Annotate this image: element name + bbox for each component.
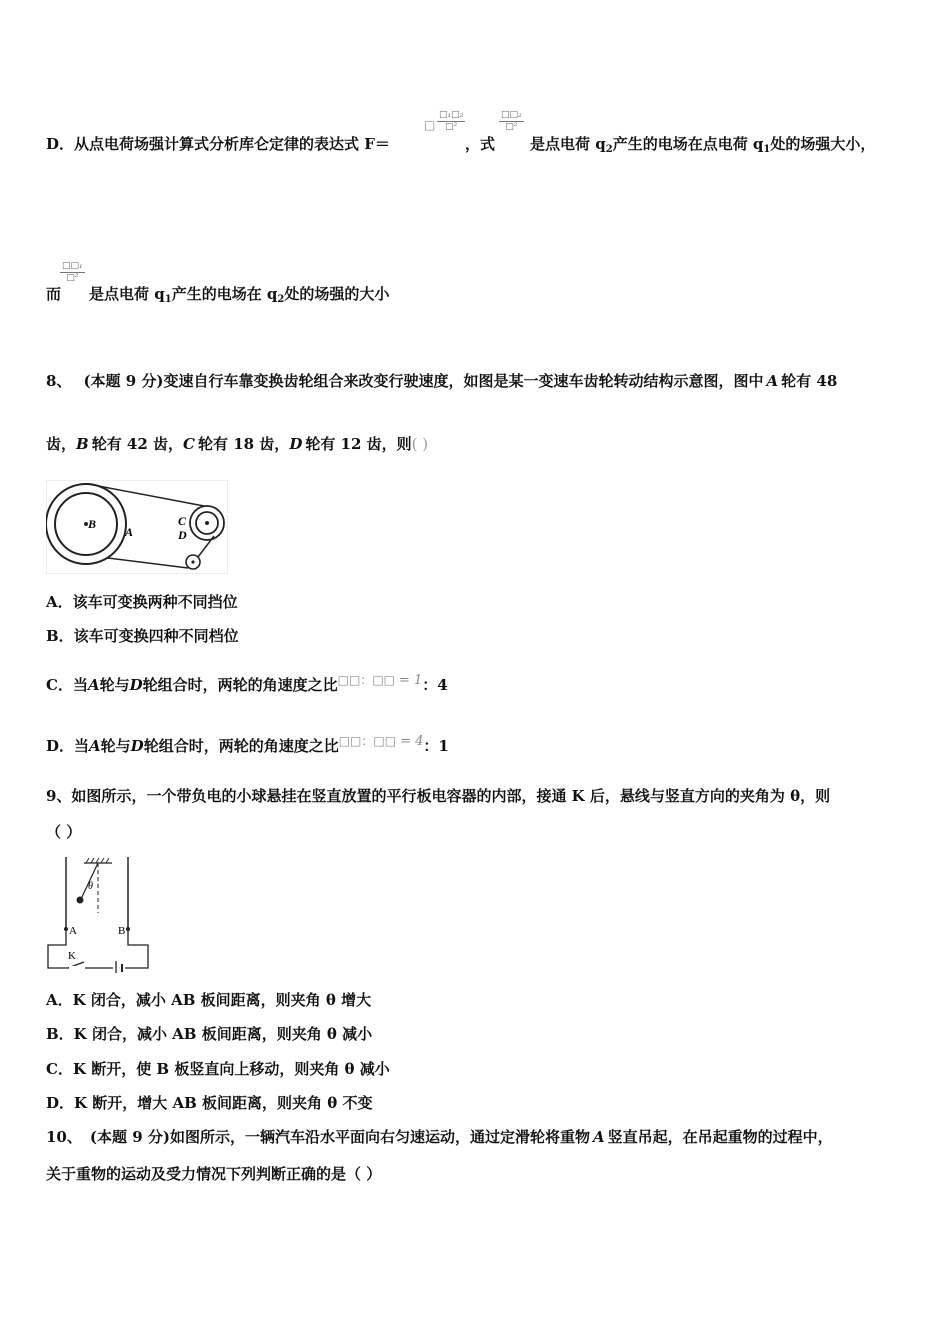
- q7-option-d-line1: [46, 134, 390, 154]
- hatch-5: [106, 858, 109, 863]
- label-k: K: [68, 950, 76, 962]
- q7-line2-sub2: 2: [277, 294, 285, 305]
- q8-text2d: 轮有 12 齿，则: [305, 435, 412, 453]
- q9-option-b: B．K 闭合，减小 AB 板间距离，则夹角 θ 减小: [46, 1025, 373, 1043]
- q7-d-part2: 产生的电场在点电荷 q: [612, 135, 764, 153]
- q7-d-sub1: 1: [763, 144, 771, 155]
- q7-frac1-denominator: □²: [445, 122, 458, 132]
- q8-number: 8、: [46, 372, 72, 390]
- q8-text2a: 齿，: [46, 435, 77, 453]
- q10-number: 10、: [46, 1128, 82, 1146]
- hatch-2: [91, 858, 94, 863]
- q8-d-ratio-left: □□：□□: [338, 734, 397, 748]
- q8-option-a: A．该车可变换两种不同挡位: [46, 593, 238, 611]
- label-b: B: [88, 517, 97, 531]
- switch-gap: [69, 966, 85, 970]
- q8-text2c: 轮有 18 齿，: [197, 435, 290, 453]
- q8-text2b: 轮有 42 齿，: [91, 435, 184, 453]
- q10-text1a: 如图所示，一辆汽车沿水平面向右匀速运动，通过定滑轮将重物: [169, 1128, 590, 1146]
- idler-wheel-center: [191, 560, 194, 563]
- label-a: A: [125, 525, 134, 539]
- q8-option-b: B．该车可变换四种不同档位: [46, 627, 239, 645]
- q9-option-a: A．K 闭合，减小 AB 板间距离，则夹角 θ 增大: [46, 991, 372, 1009]
- q7-frac2-denominator: □²: [505, 122, 518, 132]
- q7-line2-sub1: 1: [164, 294, 172, 305]
- q7-frac1-box: □: [424, 118, 436, 132]
- q8-d-suffix: ：1: [423, 737, 449, 755]
- q7-frac2-numerator: □□₂: [501, 110, 522, 120]
- q8-wheel-d: D: [289, 435, 303, 453]
- q8-score: (本题 9 分): [83, 372, 164, 390]
- q8-d-mid2: 轮组合时，两轮的角速度之比: [143, 737, 339, 755]
- q7-frac3-denominator: □²: [66, 273, 79, 283]
- q8-c-mid1: 轮与: [99, 676, 130, 694]
- q7-frac1-numerator: □₁□₂: [439, 110, 464, 120]
- q8-text1a: 变速自行车靠变换齿轮组合来改变行驶速度，如图是某一变速车齿轮转动结构示意图，图中: [163, 372, 764, 390]
- q9-capacitor-diagram: [44, 853, 154, 973]
- q7-formula-fraction-2: [499, 110, 524, 133]
- q8-text1b: 轮有 48: [781, 372, 838, 390]
- label-theta: θ: [88, 881, 93, 892]
- q8-d-prefix: D．当: [46, 737, 90, 755]
- q7-d-prefix: D．从点电荷场强计算式分析库仑定律的表达式 F＝: [46, 135, 390, 153]
- q8-stem-line2: [46, 434, 428, 454]
- hatch-1: [86, 858, 89, 863]
- q7-frac3-numerator: □□₁: [62, 261, 83, 271]
- label-a: A: [69, 925, 77, 937]
- q7-line2-part1: 是点电荷 q: [89, 285, 165, 303]
- q7-formula-fraction-1: [437, 110, 465, 133]
- q10-weight-a: A: [592, 1128, 605, 1146]
- q8-d-ratio-eq: = 4: [400, 734, 424, 749]
- q7-line2-prefix: 而: [46, 285, 62, 303]
- label-c: C: [178, 514, 187, 528]
- q8-wheel-a: A: [766, 372, 779, 390]
- q8-gear-diagram: [46, 480, 228, 574]
- q7-line2-description: [89, 284, 389, 310]
- circuit-wire: [48, 929, 148, 968]
- label-b: B: [118, 925, 126, 937]
- battery-gap: [113, 961, 125, 973]
- q8-c-ratio-eq: = 1: [399, 673, 423, 688]
- q8-option-c: [46, 675, 448, 697]
- q10-stem-line2: 关于重物的运动及受力情况下列判断正确的是（ ）: [46, 1165, 382, 1183]
- hatch-4: [101, 858, 104, 863]
- label-d: D: [178, 528, 187, 542]
- q8-c-wheel-a: A: [87, 676, 100, 694]
- q9-option-c: C．K 断开，使 B 板竖直向上移动，则夹角 θ 减小: [46, 1060, 390, 1078]
- q8-c-prefix: C．当: [46, 676, 88, 694]
- q8-c-mid2: 轮组合时，两轮的角速度之比: [142, 676, 338, 694]
- q10-text1b: 竖直吊起，在吊起重物的过程中，: [607, 1128, 833, 1146]
- q8-c-suffix: ：4: [422, 676, 448, 694]
- gear-cd-center: [205, 521, 209, 525]
- charged-ball: [77, 897, 84, 904]
- q8-answer-paren: ( ): [411, 435, 429, 453]
- q8-c-ratio-left: □□：□□: [337, 673, 395, 687]
- q7-formula-fraction-3: [60, 261, 85, 284]
- q7-d-description: [530, 134, 875, 160]
- q9-option-d: D．K 断开，增大 AB 板间距离，则夹角 θ 不变: [46, 1094, 373, 1112]
- q7-d-mid: ，式: [465, 135, 496, 153]
- q8-stem-line1: [46, 371, 837, 391]
- hatch-3: [96, 858, 99, 863]
- q7-d-sub2: 2: [605, 144, 613, 155]
- q9-stem-line1: 9、如图所示，一个带负电的小球悬挂在竖直放置的平行板电容器的内部，接通 K 后，悬线与竖直方向的夹角为 θ，则: [46, 787, 831, 805]
- q10-score: (本题 9 分): [89, 1128, 170, 1146]
- q8-d-wheel-d: D: [130, 737, 144, 755]
- q9-stem-line2: （ ）: [46, 823, 82, 841]
- q8-d-wheel-a: A: [89, 737, 101, 755]
- q7-line2-part2: 产生的电场在 q: [171, 285, 278, 303]
- q8-d-mid1: 轮与: [100, 737, 131, 755]
- q8-c-wheel-d: D: [129, 676, 143, 694]
- q7-line2-part3: 处的场强的大小: [284, 285, 390, 303]
- q8-wheel-b: B: [76, 435, 89, 453]
- q7-d-part3: 处的场强大小，: [770, 135, 876, 153]
- q8-figure-border: [46, 480, 228, 574]
- q8-wheel-c: C: [183, 435, 195, 453]
- q8-option-d: [46, 736, 449, 758]
- q7-d-part1: 是点电荷 q: [530, 135, 606, 153]
- q10-stem-line1: [46, 1127, 833, 1147]
